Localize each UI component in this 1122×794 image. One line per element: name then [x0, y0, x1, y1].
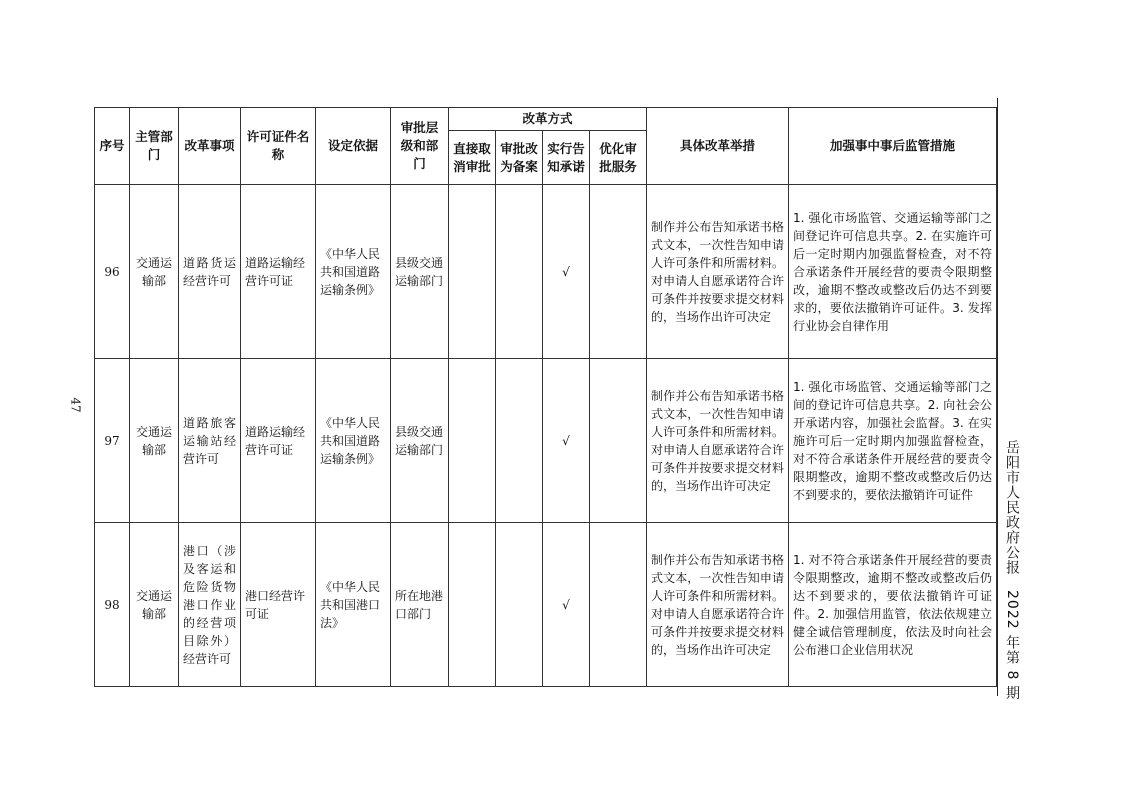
row-seq: 96 — [95, 185, 130, 359]
table-row — [95, 523, 997, 687]
row-seq: 97 — [95, 359, 130, 523]
page-margin-rule — [997, 98, 998, 696]
row-optimize — [590, 185, 647, 359]
header-measures: 具体改革举措 — [647, 108, 789, 185]
header-cancel: 直接取消审批 — [449, 131, 496, 185]
row-supervision: 1. 强化市场监管、交通运输等部门之间登记许可信息共享。2. 在实施许可后一定时期内加强监督检查，对不符合承诺条件开展经营的要责令限期整改，逾期不整改或整改后仍达不到要求的，要依法撤销许可证件。3. 发挥行业协会自律作用 — [789, 185, 997, 359]
header-item: 改革事项 — [179, 108, 241, 185]
row-cancel — [449, 185, 496, 359]
row-basis: 《中华人民共和国道路运输条例》 — [316, 185, 391, 359]
row-item: 道路旅客运输站经营许可 — [179, 359, 241, 523]
header-notify: 实行告知承诺 — [543, 131, 590, 185]
header-supervision: 加强事中事后监管措施 — [789, 108, 997, 185]
row-optimize — [590, 523, 647, 687]
header-license: 许可证件名称 — [241, 108, 316, 185]
table-row — [95, 185, 997, 359]
row-measures: 制作并公布告知承诺书格式文本，一次性告知申请人许可条件和所需材料。对申请人自愿承诺符合许可条件并按要求提交材料的，当场作出许可决定 — [647, 359, 789, 523]
row-dept: 交通运输部 — [130, 359, 179, 523]
header-level: 审批层级和部门 — [391, 108, 449, 185]
row-level: 县级交通运输部门 — [391, 359, 449, 523]
row-seq: 98 — [95, 523, 130, 687]
row-dept: 交通运输部 — [130, 185, 179, 359]
row-license: 道路运输经营许可证 — [241, 359, 316, 523]
header-basis: 设定依据 — [316, 108, 391, 185]
row-filing — [496, 359, 543, 523]
row-measures: 制作并公布告知承诺书格式文本，一次性告知申请人许可条件和所需材料。对申请人自愿承诺符合许可条件并按要求提交材料的，当场作出许可决定 — [647, 523, 789, 687]
running-header: 岳阳市人民政府公报 2022 年第 8 期 — [1004, 440, 1020, 701]
page-number: 47 — [68, 397, 83, 413]
table-row — [95, 359, 997, 523]
row-license: 道路运输经营许可证 — [241, 185, 316, 359]
header-dept: 主管部门 — [130, 108, 179, 185]
row-filing — [496, 523, 543, 687]
row-level: 所在地港口部门 — [391, 523, 449, 687]
reform-items-table — [94, 107, 997, 687]
header-reform-group: 改革方式 — [449, 108, 647, 131]
row-item: 港口（涉及客运和危险货物港口作业的经营项目除外）经营许可 — [179, 523, 241, 687]
row-basis: 《中华人民共和国港口法》 — [316, 523, 391, 687]
header-seq: 序号 — [95, 108, 130, 185]
row-notify-check: √ — [543, 523, 590, 687]
row-notify-check: √ — [543, 185, 590, 359]
row-basis: 《中华人民共和国道路运输条例》 — [316, 359, 391, 523]
header-optimize: 优化审批服务 — [590, 131, 647, 185]
row-dept: 交通运输部 — [130, 523, 179, 687]
row-notify-check: √ — [543, 359, 590, 523]
row-supervision: 1. 对不符合承诺条件开展经营的要责令限期整改，逾期不整改或整改后仍达不到要求的，要依法撤销许可证件。2. 加强信用监管，依法依规建立健全诚信管理制度，依法及时向社会公布港口企业信用状况 — [789, 523, 997, 687]
row-filing — [496, 185, 543, 359]
header-filing: 审批改为备案 — [496, 131, 543, 185]
row-item: 道路货运经营许可 — [179, 185, 241, 359]
row-cancel — [449, 359, 496, 523]
row-measures: 制作并公布告知承诺书格式文本，一次性告知申请人许可条件和所需材料。对申请人自愿承诺符合许可条件并按要求提交材料的，当场作出许可决定 — [647, 185, 789, 359]
row-supervision: 1. 强化市场监管、交通运输等部门之间的登记许可信息共享。2. 向社会公开承诺内容，加强社会监督。3. 在实施许可后一定时期内加强监督检查，对不符合承诺条件开展经营的要责令限期整改，逾期不整改或整改后仍达不到要求的，要依法撤销许可证件 — [789, 359, 997, 523]
row-license: 港口经营许可证 — [241, 523, 316, 687]
row-optimize — [590, 359, 647, 523]
row-level: 县级交通运输部门 — [391, 185, 449, 359]
row-cancel — [449, 523, 496, 687]
